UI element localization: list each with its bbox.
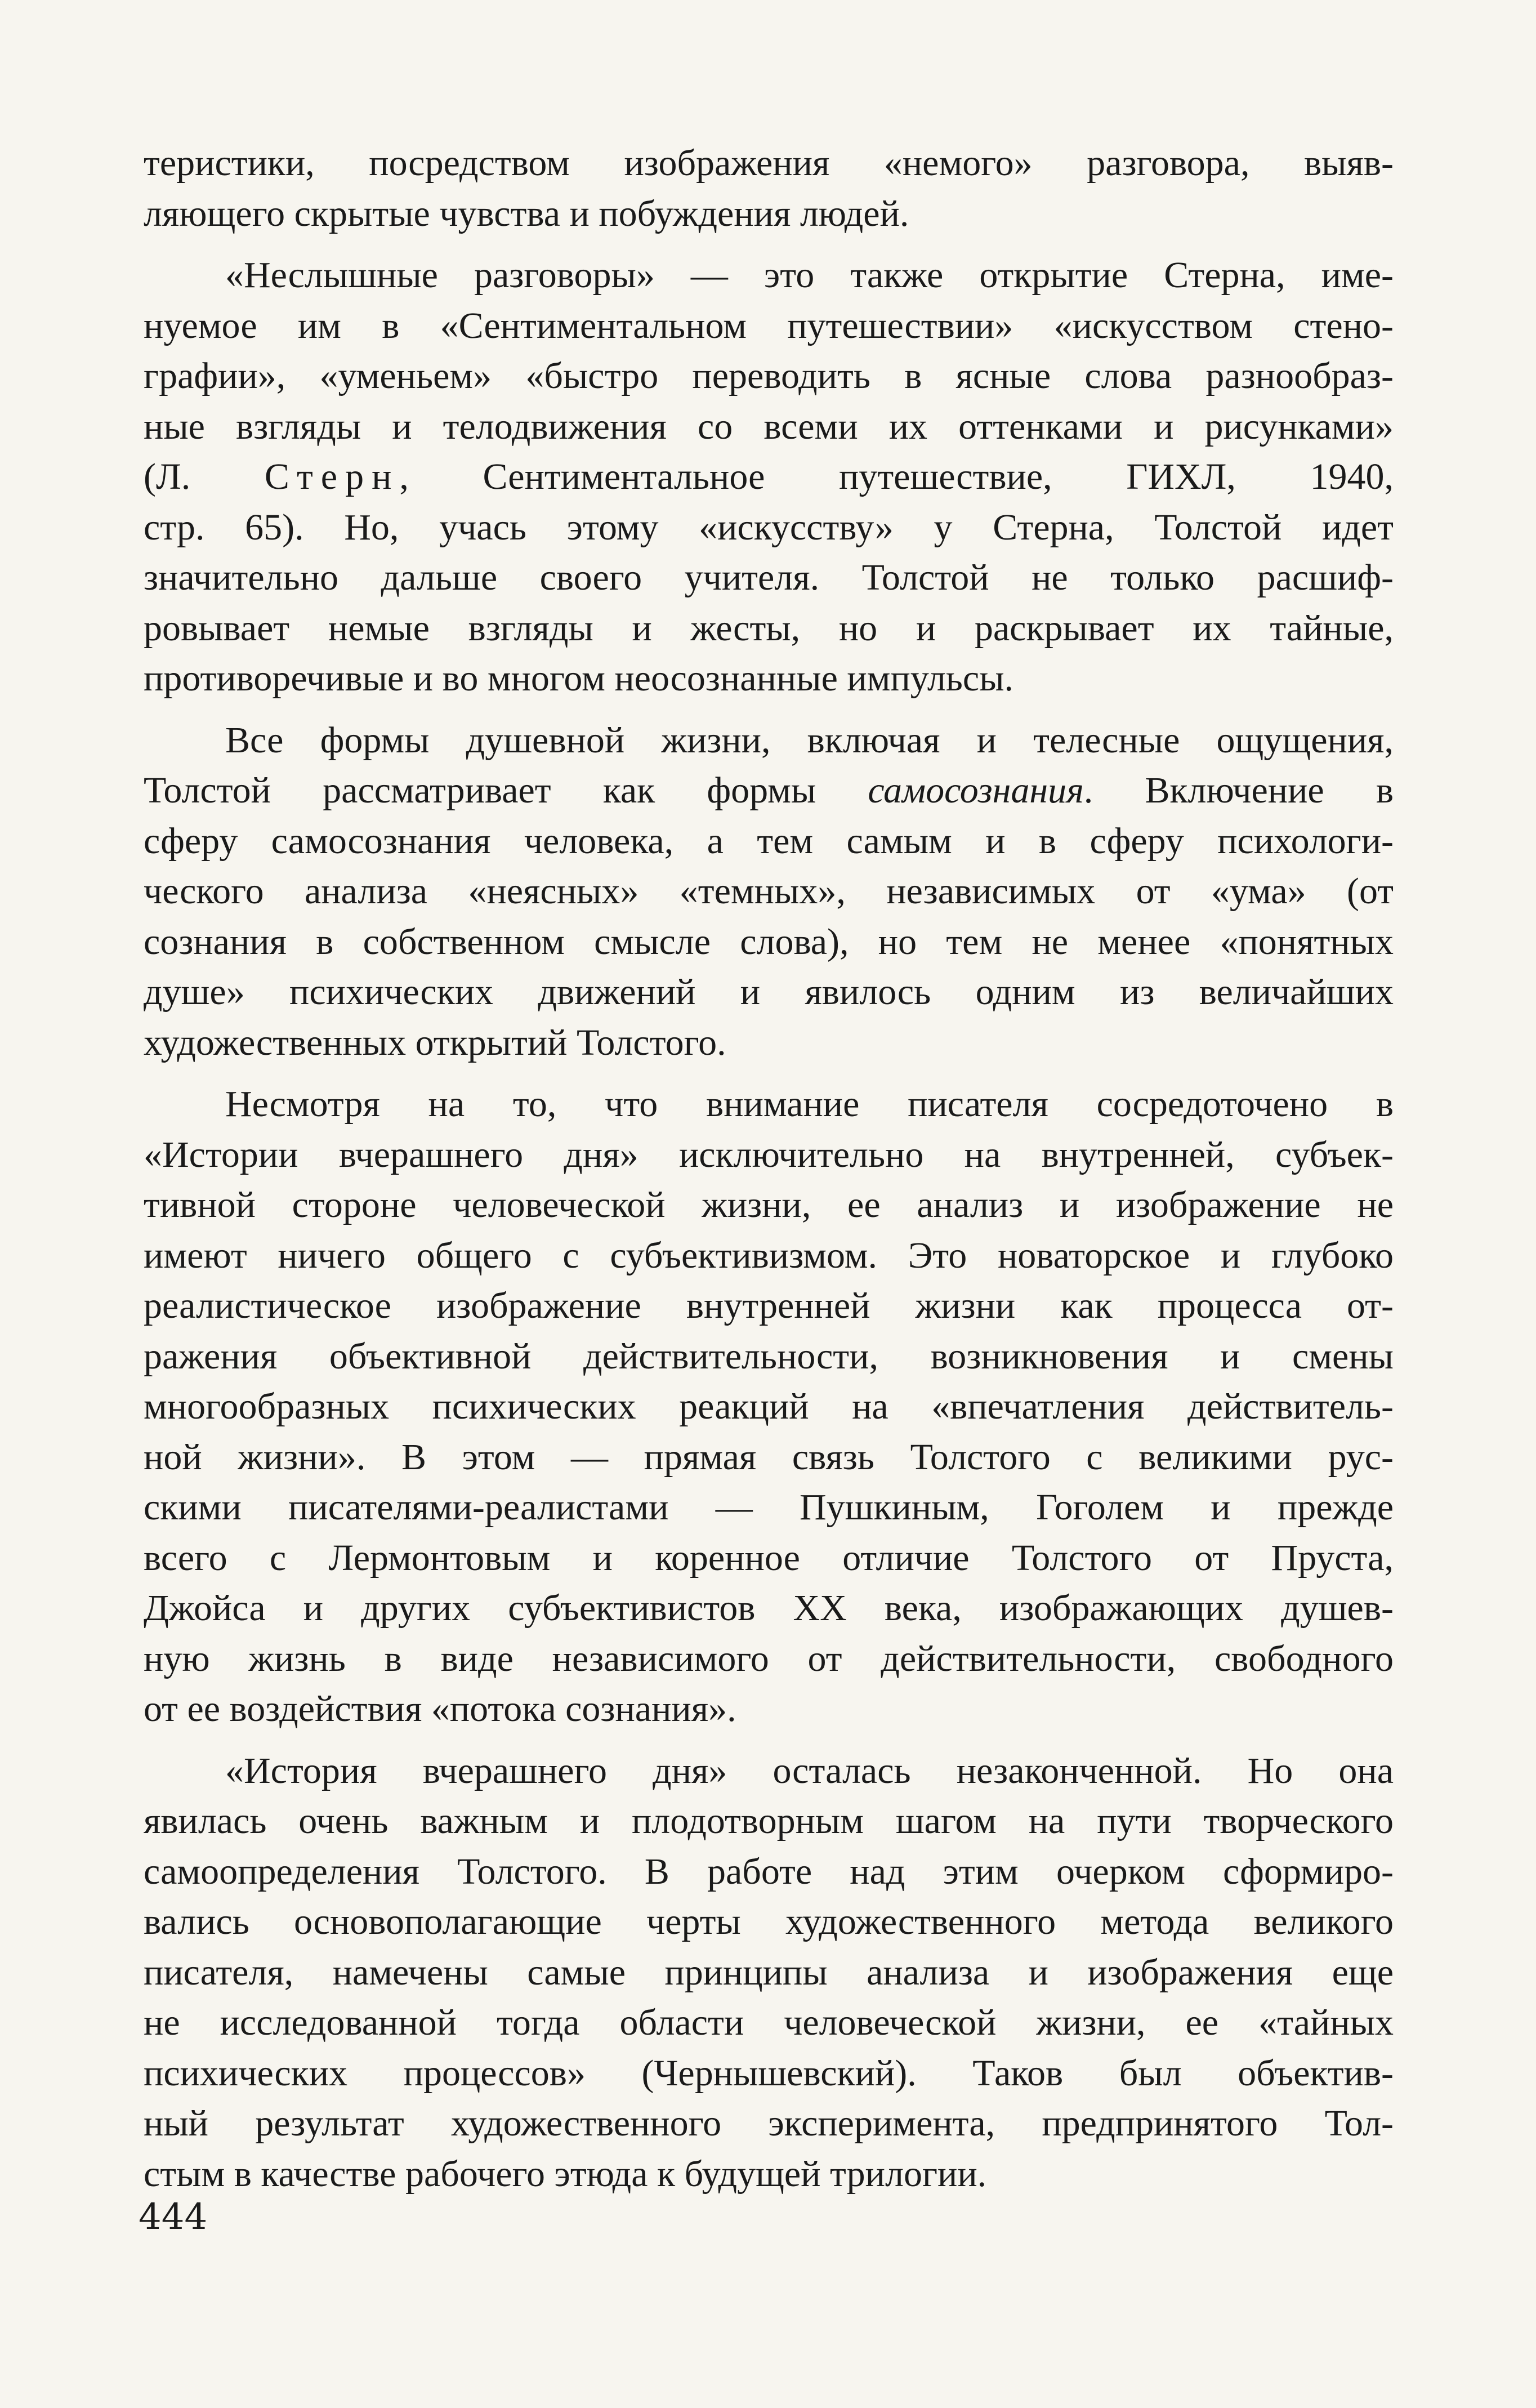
text-line: ную жизнь в виде независимого от действительности, свободного	[144, 1638, 1394, 1679]
emphasis-word: самосознания	[868, 770, 1084, 811]
text-line: имеют ничего общего с субъективизмом. Это новаторское и глубоко	[144, 1234, 1394, 1276]
text-line: ровывает немые взгляды и жесты, но и раскрывает их тайные,	[144, 607, 1394, 649]
text-line: ный результат художественного эксперимента, предпринятого Тол-	[144, 2103, 1394, 2144]
text-line: тивной стороне человеческой жизни, ее анализ и изображение не	[144, 1184, 1394, 1225]
text-line: «Истории вчерашнего дня» исключительно на внутренней, субъек-	[144, 1134, 1394, 1175]
text-line: психических процессов» (Чернышевский). Таков был объектив-	[144, 2052, 1394, 2094]
text-line: значительно дальше своего учителя. Толстой не только расшиф-	[144, 557, 1394, 598]
text-line: стр. 65). Но, учась этому «искусству» у Стерна, Толстой идет	[144, 506, 1394, 548]
page-number: 444	[139, 2196, 208, 2238]
text-line-emphasis	[144, 765, 1394, 816]
text-line: теристики, посредством изображения «немого» разговора, выяв-	[144, 142, 1394, 184]
text-line: от ее воздействия «потока сознания».	[144, 1688, 736, 1729]
text-line: явилась очень важным и плодотворным шагом на пути творческого	[144, 1800, 1394, 1841]
text-line: графии», «уменьем» «быстро переводить в ясные слова разнообраз-	[144, 355, 1394, 396]
text-line: стым в качестве рабочего этюда к будущей трилогии.	[144, 2153, 987, 2195]
text-line: не исследованной тогда области человеческой жизни, ее «тайных	[144, 2002, 1394, 2043]
text-line: ражения объективной действительности, возникновения и смены	[144, 1335, 1394, 1377]
text-line-citation	[144, 452, 1394, 502]
citation-open: (Л.	[144, 456, 265, 497]
emphasis-before: Толстой рассматривает как формы	[144, 770, 868, 811]
paragraph-5	[144, 1746, 1394, 2200]
paragraph-1	[144, 138, 1394, 239]
paragraph-3	[144, 715, 1394, 1068]
text-block	[144, 138, 1394, 2199]
text-line: реалистическое изображение внутренней жизни как процесса от-	[144, 1285, 1394, 1326]
text-line: всего с Лермонтовым и коренное отличие Толстого от Пруста,	[144, 1537, 1394, 1578]
text-line: художественных открытий Толстого.	[144, 1022, 726, 1063]
text-line: сферу самосознания человека, а тем самым и в сферу психологи-	[144, 820, 1394, 862]
text-line: многообразных психических реакций на «впечатления действитель-	[144, 1386, 1394, 1427]
paragraph-2	[144, 250, 1394, 704]
text-line: противоречивые и во многом неосознанные импульсы.	[144, 658, 1014, 699]
text-line: ные взгляды и телодвижения со всеми их оттенками и рисунками»	[144, 405, 1394, 447]
citation-rest: , Сентиментальное путешествие, ГИХЛ, 1940,	[399, 456, 1394, 497]
text-line: вались основополагающие черты художественного метода великого	[144, 1901, 1394, 1942]
text-line: ческого анализа «неясных» «темных», независимых от «ума» (от	[144, 871, 1394, 912]
text-line: ной жизни». В этом — прямая связь Толстого с великими рус-	[144, 1436, 1394, 1478]
text-line: «Неслышные разговоры» — это также открытие Стерна, име-	[225, 255, 1394, 296]
text-line: Джойса и других субъективистов XX века, изображающих душев-	[144, 1588, 1394, 1629]
text-line: «История вчерашнего дня» осталась незаконченной. Но она	[225, 1750, 1394, 1791]
text-line: скими писателями-реалистами — Пушкиным, Гоголем и прежде	[144, 1487, 1394, 1528]
text-line: самоопределения Толстого. В работе над этим очерком сформиро-	[144, 1850, 1394, 1892]
text-line: сознания в собственном смысле слова), но тем не менее «понятных	[144, 921, 1394, 962]
text-line: Несмотря на то, что внимание писателя сосредоточено в	[225, 1083, 1394, 1125]
emphasis-after: . Включение в	[1083, 770, 1394, 811]
paragraph-4	[144, 1079, 1394, 1734]
text-line: писателя, намечены самые принципы анализа и изображения еще	[144, 1951, 1394, 1993]
text-line: ляющего скрытые чувства и побуждения людей.	[144, 193, 909, 234]
text-line: душе» психических движений и явилось одним из величайших	[144, 971, 1394, 1013]
text-line: Все формы душевной жизни, включая и телесные ощущения,	[225, 719, 1394, 761]
text-line: нуемое им в «Сентиментальном путешествии» «искусством стено-	[144, 305, 1394, 346]
author-name-spaced: Стерн	[264, 456, 400, 497]
